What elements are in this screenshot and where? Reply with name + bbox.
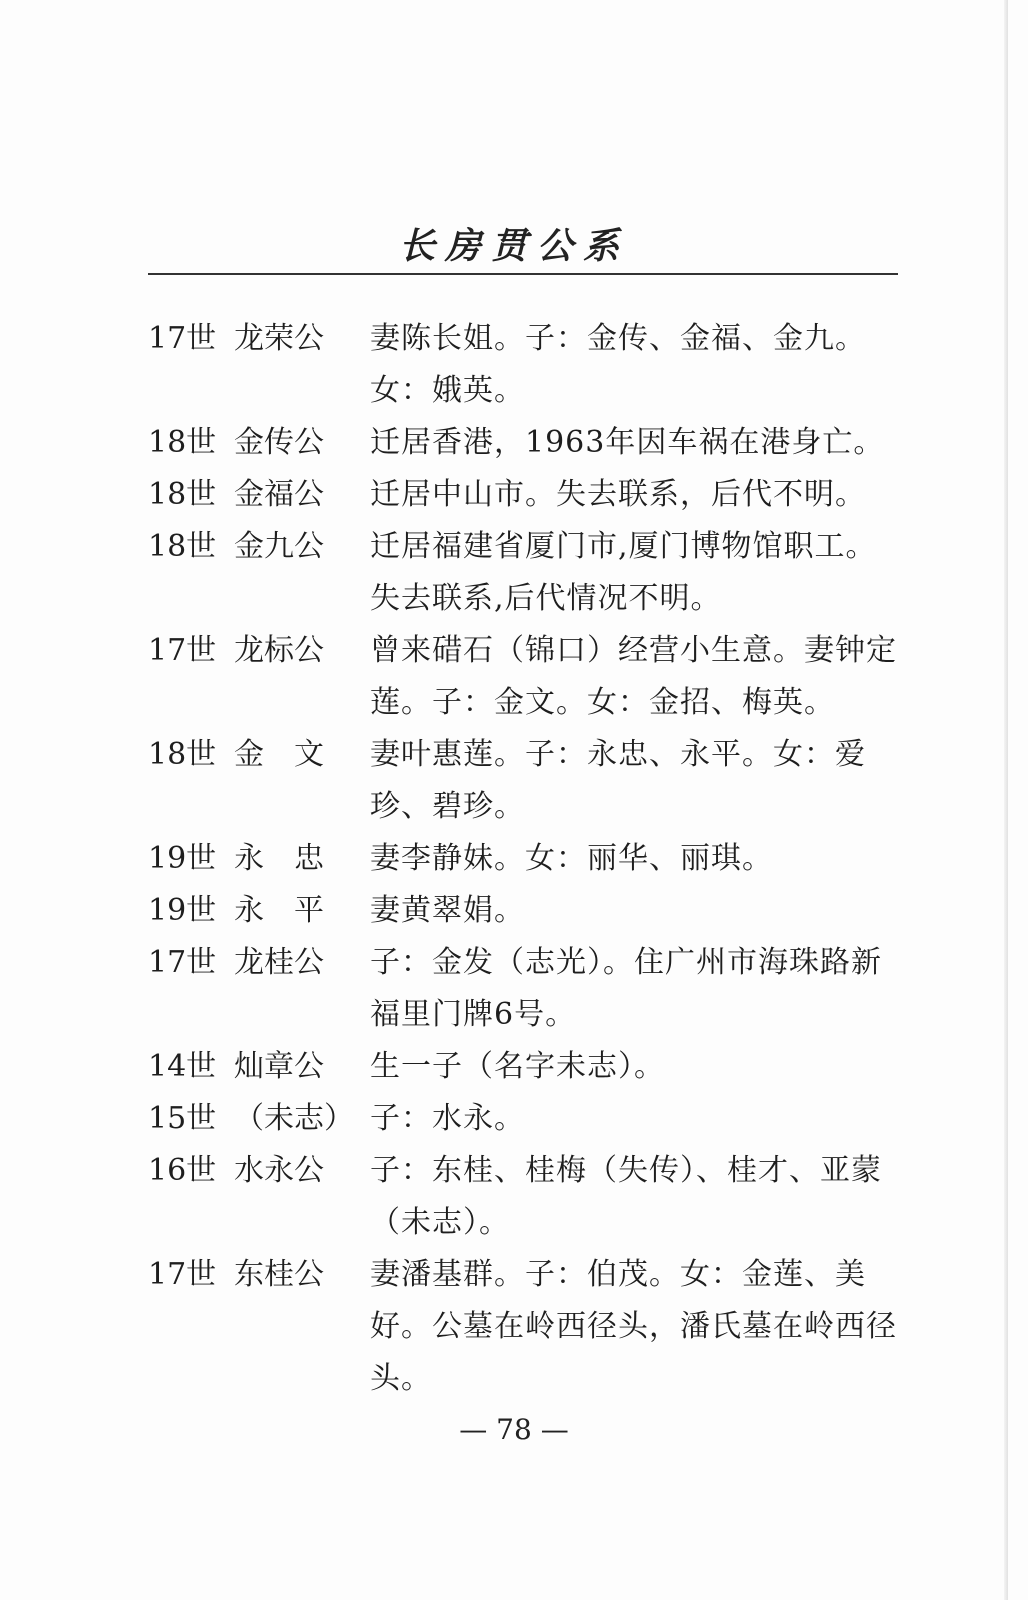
entry-description: 子：金发（志光）。住广州市海珠路新福里门牌6号。 xyxy=(370,945,882,1032)
entry-name: 灿章公 xyxy=(234,1049,324,1084)
entry-name: 永 平 xyxy=(234,893,324,928)
entry-name: 龙标公 xyxy=(234,633,324,668)
entry-description: 迁居香港，1963年因车祸在港身亡。 xyxy=(370,425,885,460)
entry-name: 龙荣公 xyxy=(234,321,324,356)
entry-name: 金福公 xyxy=(234,477,324,512)
genealogy-entry xyxy=(148,417,898,469)
entry-name: （未志） xyxy=(234,1101,354,1136)
genealogy-entry xyxy=(148,313,898,417)
entry-generation: 16世 xyxy=(148,1153,217,1188)
genealogy-entry xyxy=(148,521,898,625)
entry-generation: 17世 xyxy=(148,633,217,668)
entry-generation: 18世 xyxy=(148,737,217,772)
entry-name: 永 忠 xyxy=(234,841,324,876)
entry-description: 妻陈长姐。子：金传、金福、金九。女：娥英。 xyxy=(370,321,866,408)
entry-description: 妻潘基群。子：伯茂。女：金莲、美好。公墓在岭西径头，潘氏墓在岭西径头。 xyxy=(370,1257,897,1396)
entry-description: 生一子（名字未志）。 xyxy=(370,1049,665,1084)
genealogy-entries xyxy=(148,313,898,1405)
entry-name: 金传公 xyxy=(234,425,324,460)
genealogy-entry xyxy=(148,1249,898,1405)
entry-generation: 17世 xyxy=(148,321,217,356)
page-header-title: 长房贯公系 xyxy=(398,225,629,267)
entry-generation: 19世 xyxy=(148,841,217,876)
entry-name: 东桂公 xyxy=(234,1257,324,1292)
entry-description: 妻叶惠莲。子：永忠、永平。女：爱珍、碧珍。 xyxy=(370,737,866,824)
entry-description: 曾来碏石（锦口）经营小生意。妻钟定莲。子：金文。女：金招、梅英。 xyxy=(370,633,897,720)
entry-description: 迁居福建省厦门市,厦门博物馆职工。失去联系,后代情况不明。 xyxy=(370,529,877,616)
entry-name: 水永公 xyxy=(234,1153,324,1188)
genealogy-entry xyxy=(148,729,898,833)
entry-generation: 18世 xyxy=(148,529,217,564)
entry-description: 妻李静妹。女：丽华、丽琪。 xyxy=(370,841,773,876)
entry-generation: 17世 xyxy=(148,945,217,980)
entry-generation: 14世 xyxy=(148,1049,217,1084)
page-number: — 78 — xyxy=(459,1413,569,1446)
entry-generation: 19世 xyxy=(148,893,217,928)
entry-description: 迁居中山市。失去联系，后代不明。 xyxy=(370,477,866,512)
genealogy-entry xyxy=(148,1041,898,1093)
genealogy-entry xyxy=(148,885,898,937)
genealogy-entry xyxy=(148,1093,898,1145)
entry-generation: 15世 xyxy=(148,1101,217,1136)
entry-name: 龙桂公 xyxy=(234,945,324,980)
genealogy-entry xyxy=(148,937,898,1041)
entry-name: 金 文 xyxy=(234,737,324,772)
entry-description: 子：水永。 xyxy=(370,1101,525,1136)
entry-name: 金九公 xyxy=(234,529,324,564)
genealogy-entry xyxy=(148,833,898,885)
genealogy-entry xyxy=(148,1145,898,1249)
entry-generation: 17世 xyxy=(148,1257,217,1292)
entry-generation: 18世 xyxy=(148,477,217,512)
entry-description: 妻黄翠娟。 xyxy=(370,893,525,928)
entry-generation: 18世 xyxy=(148,425,217,460)
header-divider xyxy=(148,273,898,275)
genealogy-entry xyxy=(148,469,898,521)
entry-description: 子：东桂、桂梅（失传）、桂才、亚蒙（未志）。 xyxy=(370,1153,882,1240)
genealogy-entry xyxy=(148,625,898,729)
